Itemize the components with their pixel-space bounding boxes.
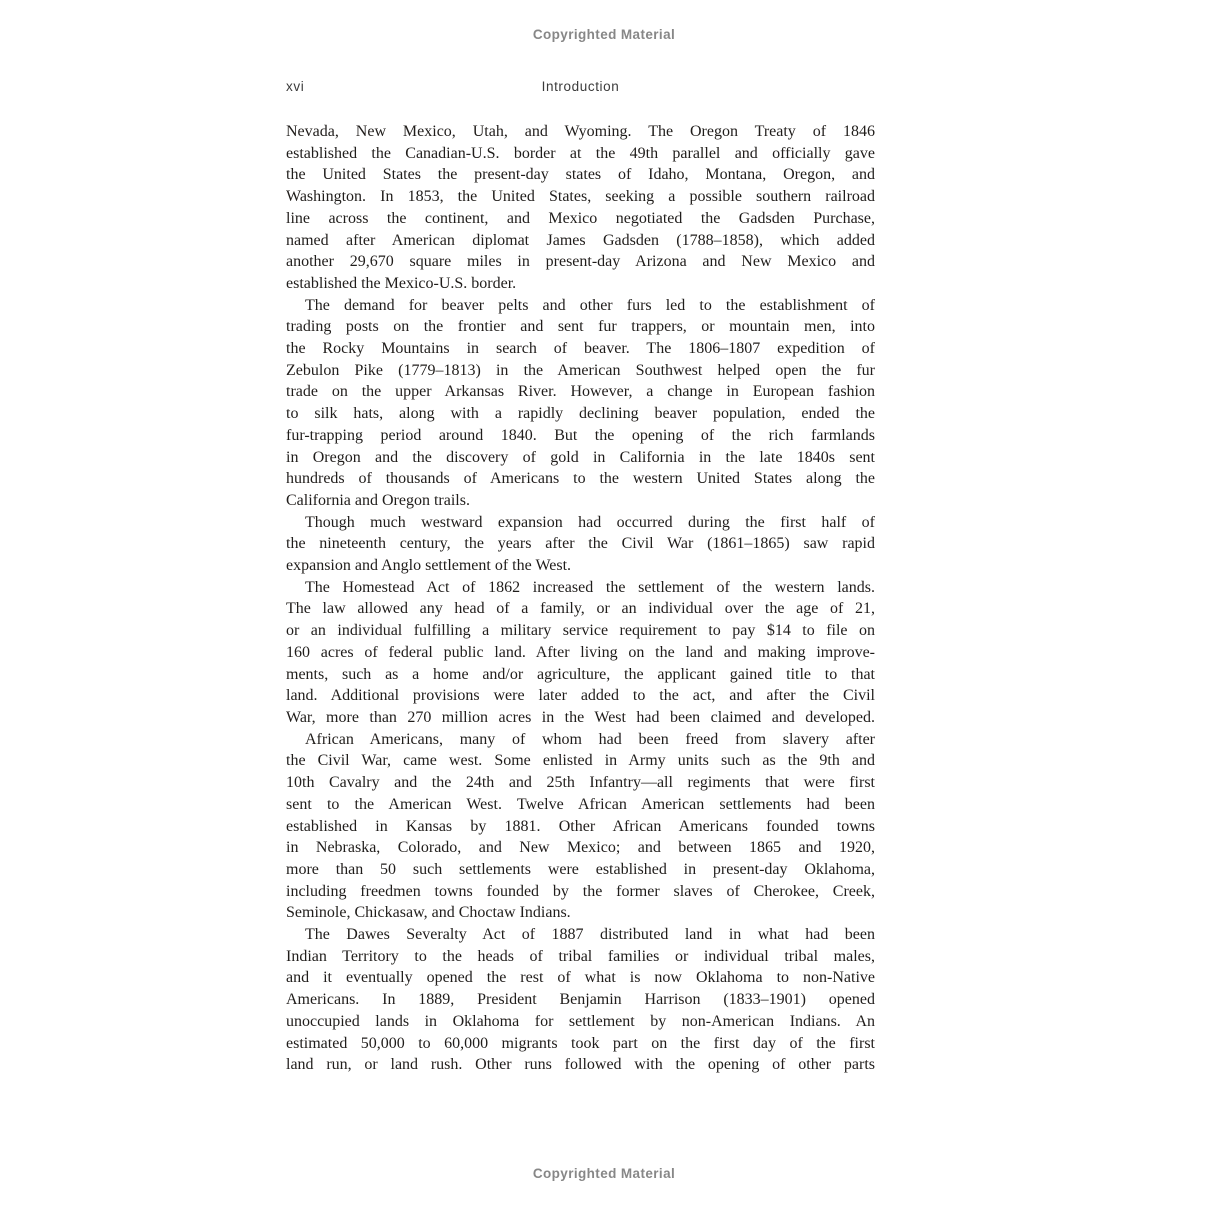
text-line: Zebulon Pike (1779–1813) in the American Southwest helped open the fur: [286, 361, 875, 379]
running-header: [286, 79, 875, 94]
text-line: Seminole, Chickasaw, and Choctaw Indians.: [286, 904, 571, 922]
text-line: expansion and Anglo settlement of the West.: [286, 557, 572, 575]
text-line: Americans. In 1889, President Benjamin Harrison (1833–1901) opened: [286, 991, 875, 1009]
text-line: to silk hats, along with a rapidly declining beaver population, ended the: [286, 405, 875, 423]
text-line: in Nebraska, Colorado, and New Mexico; and between 1865 and 1920,: [286, 839, 875, 857]
text-line: in Oregon and the discovery of gold in California in the late 1840s sent: [286, 448, 875, 466]
paragraph: [286, 121, 875, 295]
copyright-notice-bottom: Copyrighted Material: [532, 1166, 676, 1181]
text-line: Though much westward expansion had occurred during the first half of: [305, 513, 875, 531]
text-line: the Rocky Mountains in search of beaver. The 1806–1807 expedition of: [286, 340, 875, 358]
text-line: more than 50 such settlements were established in present-day Oklahoma,: [286, 860, 875, 878]
text-line: California and Oregon trails.: [286, 491, 470, 509]
text-line: 160 acres of federal public land. After living on the land and making improve-: [286, 643, 875, 661]
text-line: The Homestead Act of 1862 increased the settlement of the western lands.: [305, 578, 875, 596]
page-number: xvi: [286, 79, 305, 94]
text-line: The Dawes Severalty Act of 1887 distributed land in what had been: [305, 926, 875, 944]
paragraph: [286, 729, 875, 924]
text-line: established the Mexico-U.S. border.: [286, 274, 517, 292]
text-line: and it eventually opened the rest of what is now Oklahoma to non-Native: [286, 969, 875, 987]
text-line: The demand for beaver pelts and other furs led to the establishment of: [305, 296, 875, 314]
paragraph: [286, 295, 875, 512]
text-line: or an individual fulfilling a military service requirement to pay $14 to file on: [286, 622, 875, 640]
text-line: land run, or land rush. Other runs followed with the opening of other parts: [286, 1056, 875, 1074]
text-line: trade on the upper Arkansas River. However, a change in European fashion: [286, 383, 875, 401]
text-line: estimated 50,000 to 60,000 migrants took part on the first day of the first: [286, 1034, 875, 1052]
copyright-notice-top: Copyrighted Material: [532, 27, 676, 42]
text-line: The law allowed any head of a family, or an individual over the age of 21,: [286, 600, 875, 618]
text-line: land. Additional provisions were later added to the act, and after the Civil: [286, 687, 875, 705]
text-line: established in Kansas by 1881. Other African Americans founded towns: [286, 817, 875, 835]
text-line: fur-trapping period around 1840. But the opening of the rich farmlands: [286, 426, 875, 444]
text-line: another 29,670 square miles in present-day Arizona and New Mexico and: [286, 253, 875, 271]
paragraph: [286, 512, 875, 577]
text-line: the United States the present-day states of Idaho, Montana, Oregon, and: [286, 166, 875, 184]
text-line: African Americans, many of whom had been freed from slavery after: [305, 730, 875, 748]
paragraph: [286, 577, 875, 729]
text-line: sent to the American West. Twelve African American settlements had been: [286, 795, 875, 813]
text-line: the Civil War, came west. Some enlisted in Army units such as the 9th and: [286, 752, 875, 770]
text-line: trading posts on the frontier and sent fur trappers, or mountain men, into: [286, 318, 875, 336]
text-line: Indian Territory to the heads of tribal families or individual tribal males,: [286, 947, 875, 965]
text-line: ments, such as a home and/or agriculture, the applicant gained title to that: [286, 665, 875, 683]
text-line: established the Canadian-U.S. border at the 49th parallel and officially gave: [286, 144, 875, 162]
body-text: [286, 121, 875, 1076]
text-line: 10th Cavalry and the 24th and 25th Infantry—all regiments that were first: [286, 774, 875, 792]
text-line: named after American diplomat James Gadsden (1788–1858), which added: [286, 231, 875, 249]
running-header-title: Introduction: [541, 79, 620, 94]
text-line: unoccupied lands in Oklahoma for settlement by non-American Indians. An: [286, 1012, 875, 1030]
text-line: War, more than 270 million acres in the West had been claimed and developed.: [286, 708, 875, 726]
paragraph: [286, 924, 875, 1076]
text-line: hundreds of thousands of Americans to the western United States along the: [286, 470, 875, 488]
text-line: Washington. In 1853, the United States, seeking a possible southern railroad: [286, 188, 875, 206]
text-line: the nineteenth century, the years after the Civil War (1861–1865) saw rapid: [286, 535, 875, 553]
text-line: line across the continent, and Mexico negotiated the Gadsden Purchase,: [286, 209, 875, 227]
text-line: including freedmen towns founded by the former slaves of Cherokee, Creek,: [286, 882, 875, 900]
text-line: Nevada, New Mexico, Utah, and Wyoming. The Oregon Treaty of 1846: [286, 123, 875, 140]
